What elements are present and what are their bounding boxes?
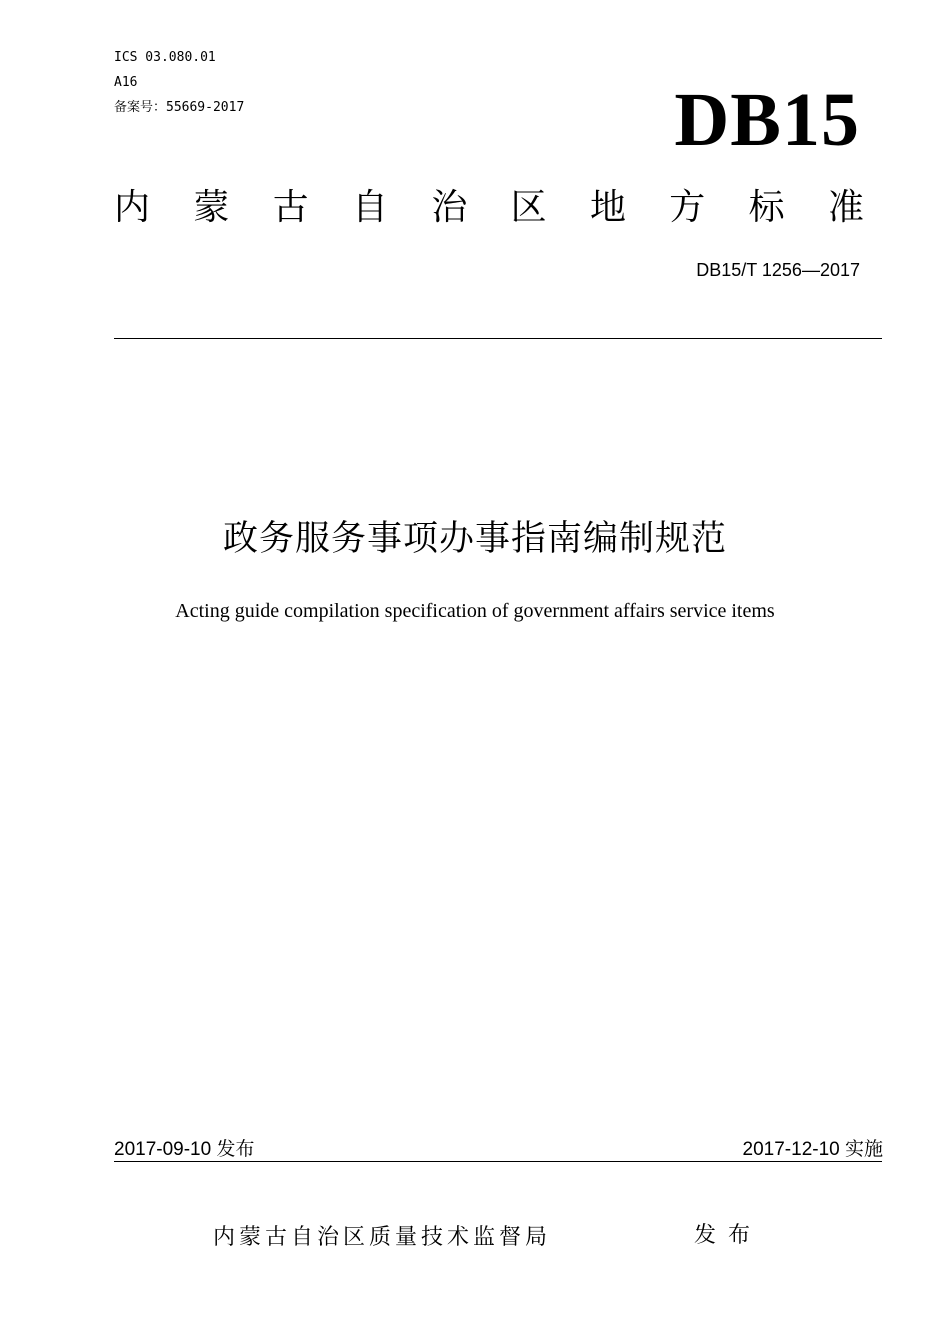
document-title-english: Acting guide compilation specification of government affairs service items xyxy=(175,600,775,622)
issue-date: 2017-09-10 发布 xyxy=(114,1139,255,1160)
header-divider xyxy=(114,338,882,339)
standard-logo: DB15 xyxy=(674,78,860,162)
ics-code: ICS 03.080.01 xyxy=(114,50,216,65)
standard-type-char: 治 xyxy=(431,187,468,228)
publish-label: 发布 xyxy=(694,1223,763,1248)
footer-divider xyxy=(114,1161,882,1162)
filing-number: 备案号：55669-2017 xyxy=(114,100,245,115)
standard-type-char: 方 xyxy=(669,187,706,228)
standard-number: DB15/T 1256—2017 xyxy=(696,260,860,280)
standard-type-char: 内 xyxy=(114,187,151,228)
ccs-code: A16 xyxy=(114,75,138,90)
publisher-name: 内蒙古自治区质量技术监督局 xyxy=(213,1225,552,1250)
standard-type-char: 自 xyxy=(351,187,388,228)
standard-type-char: 准 xyxy=(827,187,864,228)
standard-type-char: 区 xyxy=(510,187,547,228)
implementation-date: 2017-12-10 实施 xyxy=(742,1139,883,1160)
document-title-chinese: 政务服务事项办事指南编制规范 xyxy=(222,519,727,559)
standard-type-char: 古 xyxy=(272,187,309,228)
standard-type-heading xyxy=(114,186,864,230)
standard-type-char: 蒙 xyxy=(193,187,230,228)
standard-type-char: 地 xyxy=(589,187,626,228)
standard-type-char: 标 xyxy=(748,187,785,228)
